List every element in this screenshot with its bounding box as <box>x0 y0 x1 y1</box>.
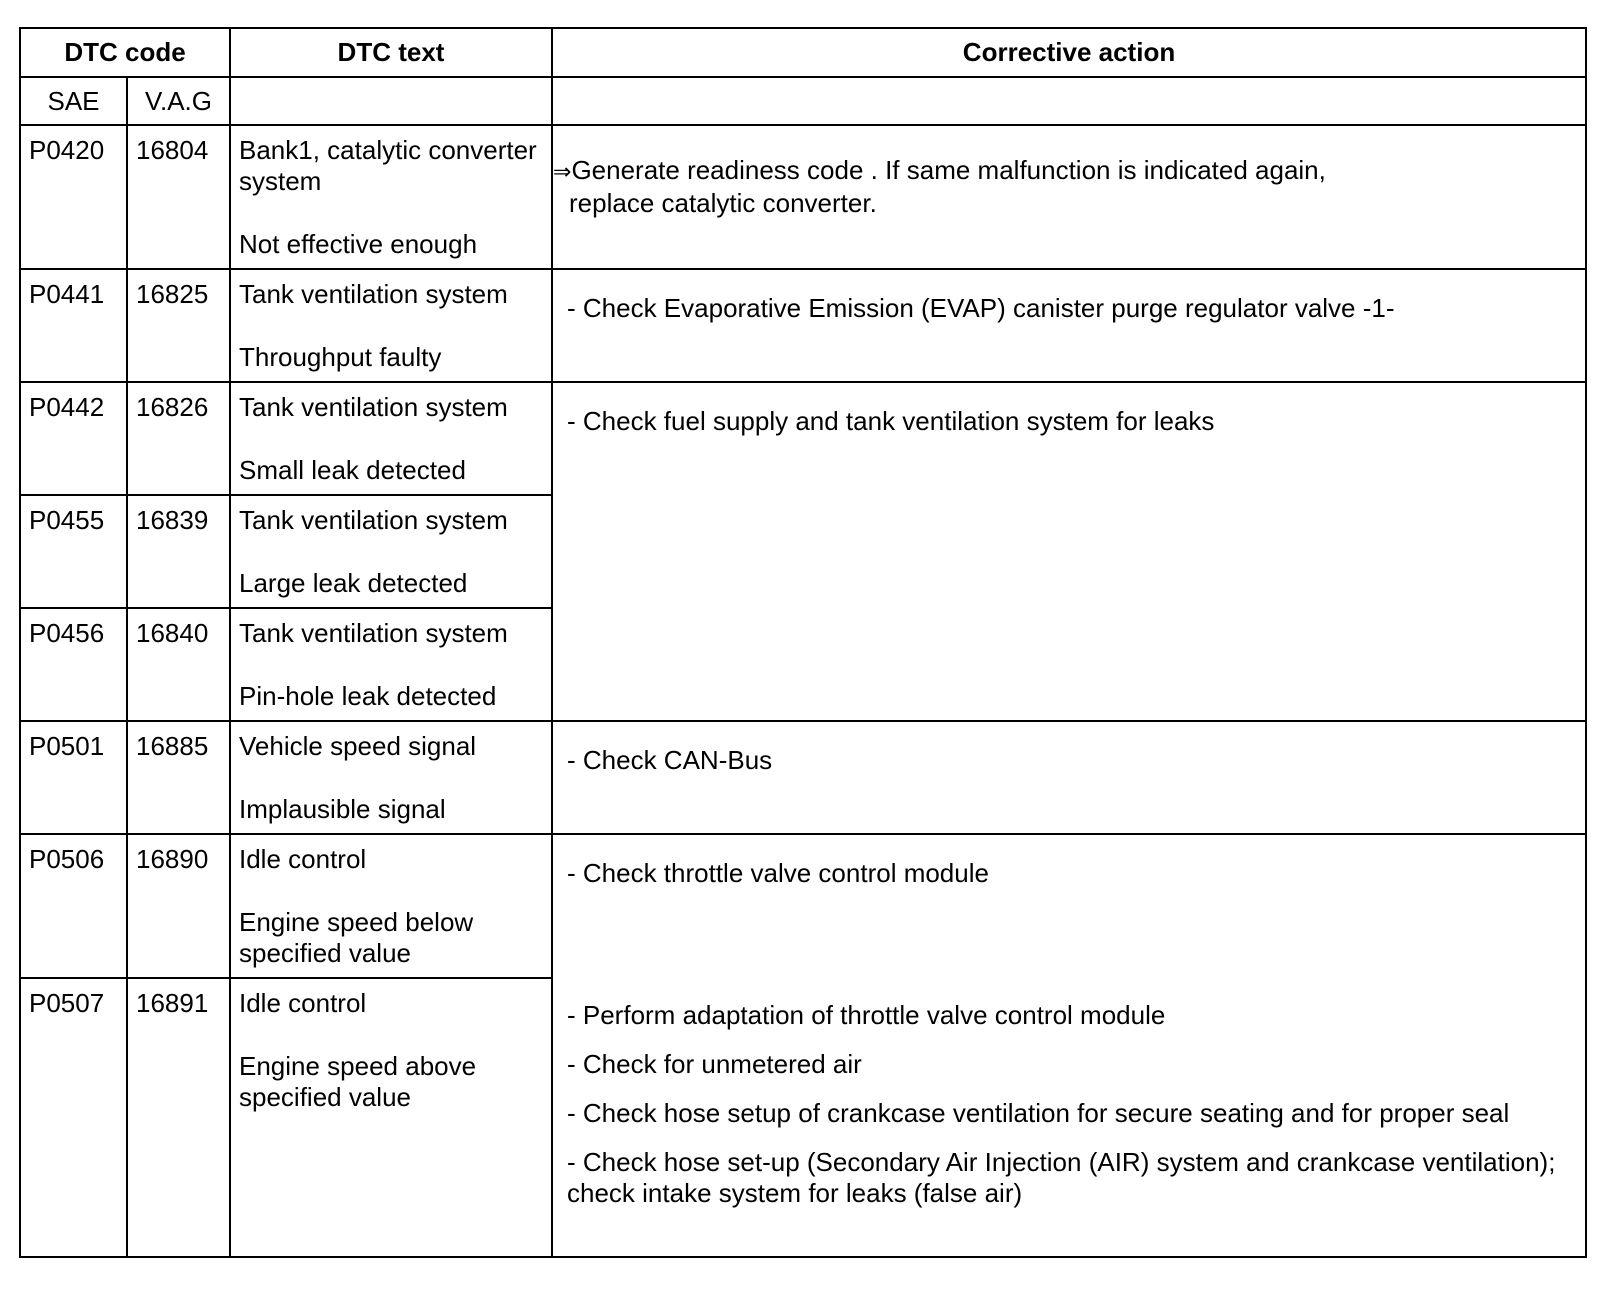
action-text: - Perform adaptation of throttle valve control module <box>567 1000 1166 1030</box>
action-text: - Check throttle valve control module <box>567 858 989 888</box>
table-row <box>20 269 1586 382</box>
action-cell <box>552 382 1586 721</box>
dtc-text-line2: Engine speed below specified value <box>239 907 474 968</box>
sae-code-cell: P0441 <box>20 269 127 382</box>
dtc-text-line2: Engine speed above specified value <box>239 1051 477 1112</box>
vag-code-cell: 16839 <box>127 495 230 608</box>
action-text: - Check CAN-Bus <box>567 745 773 775</box>
vag-code-cell: 16825 <box>127 269 230 382</box>
action-text: Generate readiness code . If same malfunction is indicated again, <box>571 155 1326 185</box>
action-cell <box>552 834 1586 978</box>
sae-code-cell: P0420 <box>20 125 127 269</box>
action-cell <box>552 125 1586 269</box>
action-cell <box>552 978 1586 1257</box>
dtc-text-line2: Large leak detected <box>239 568 468 598</box>
action-text: - Check fuel supply and tank ventilation system for leaks <box>567 406 1215 436</box>
dtc-text-line1: Tank ventilation system <box>239 505 508 535</box>
action-cell <box>552 269 1586 382</box>
header-row <box>20 28 1586 77</box>
dtc-text-line2: Pin-hole leak detected <box>239 681 497 711</box>
vag-code-cell: 16840 <box>127 608 230 721</box>
sae-code-cell: P0507 <box>20 978 127 1257</box>
table-row <box>20 978 1586 1257</box>
action-cell <box>552 721 1586 834</box>
table-row <box>20 125 1586 269</box>
dtc-text-cell <box>230 978 552 1257</box>
dtc-text-cell <box>230 125 552 269</box>
action-text: - Check hose set-up (Secondary Air Injection (AIR) system and crankcase ventilation); check intake system for leaks (false air) <box>567 1147 1556 1208</box>
dtc-text-line1: Idle control <box>239 844 367 874</box>
vag-code-cell: 16826 <box>127 382 230 495</box>
vag-code-cell: 16804 <box>127 125 230 269</box>
corrective-action-header: Corrective action <box>552 28 1586 77</box>
vag-code-cell: 16885 <box>127 721 230 834</box>
action-text: - Check hose setup of crankcase ventilation for secure seating and for proper seal <box>567 1098 1510 1128</box>
dtc-text-line1: Vehicle speed signal <box>239 731 477 761</box>
sae-code-cell: P0501 <box>20 721 127 834</box>
table-row <box>20 721 1586 834</box>
sae-code-cell: P0455 <box>20 495 127 608</box>
vag-code-cell: 16890 <box>127 834 230 978</box>
dtc-text-line1: Tank ventilation system <box>239 279 508 309</box>
dtc-text-header: DTC text <box>230 28 552 77</box>
dtc-text-cell <box>230 834 552 978</box>
dtc-text-cell <box>230 608 552 721</box>
dtc-text-line1: Idle control <box>239 988 367 1018</box>
arrow-right-icon: ⇒ <box>553 160 572 185</box>
vag-code-cell: 16891 <box>127 978 230 1257</box>
dtc-text-cell <box>230 269 552 382</box>
subheader-row <box>20 77 1586 125</box>
dtc-text-line2: Implausible signal <box>239 794 446 824</box>
sae-code-cell: P0442 <box>20 382 127 495</box>
sae-code-cell: P0456 <box>20 608 127 721</box>
dtc-text-line1: Bank1, catalytic converter system <box>239 135 537 196</box>
dtc-text-line2: Not effective enough <box>239 229 478 259</box>
dtc-text-line1: Tank ventilation system <box>239 392 508 422</box>
dtc-text-line2: Throughput faulty <box>239 342 442 372</box>
dtc-text-cell <box>230 495 552 608</box>
empty-subheader-cell <box>552 77 1586 125</box>
table-row <box>20 834 1586 978</box>
dtc-text-cell <box>230 382 552 495</box>
empty-subheader-cell <box>230 77 552 125</box>
table-row <box>20 382 1586 495</box>
action-text-cont: replace catalytic converter. <box>569 188 877 218</box>
dtc-table <box>19 27 1587 1258</box>
sae-code-cell: P0506 <box>20 834 127 978</box>
dtc-code-header: DTC code <box>20 28 230 77</box>
dtc-text-line1: Tank ventilation system <box>239 618 508 648</box>
vag-subheader: V.A.G <box>127 77 230 125</box>
dtc-text-cell <box>230 721 552 834</box>
sae-subheader: SAE <box>20 77 127 125</box>
action-text: - Check Evaporative Emission (EVAP) canister purge regulator valve -1- <box>567 293 1395 323</box>
dtc-text-line2: Small leak detected <box>239 455 466 485</box>
action-text: - Check for unmetered air <box>567 1049 862 1079</box>
